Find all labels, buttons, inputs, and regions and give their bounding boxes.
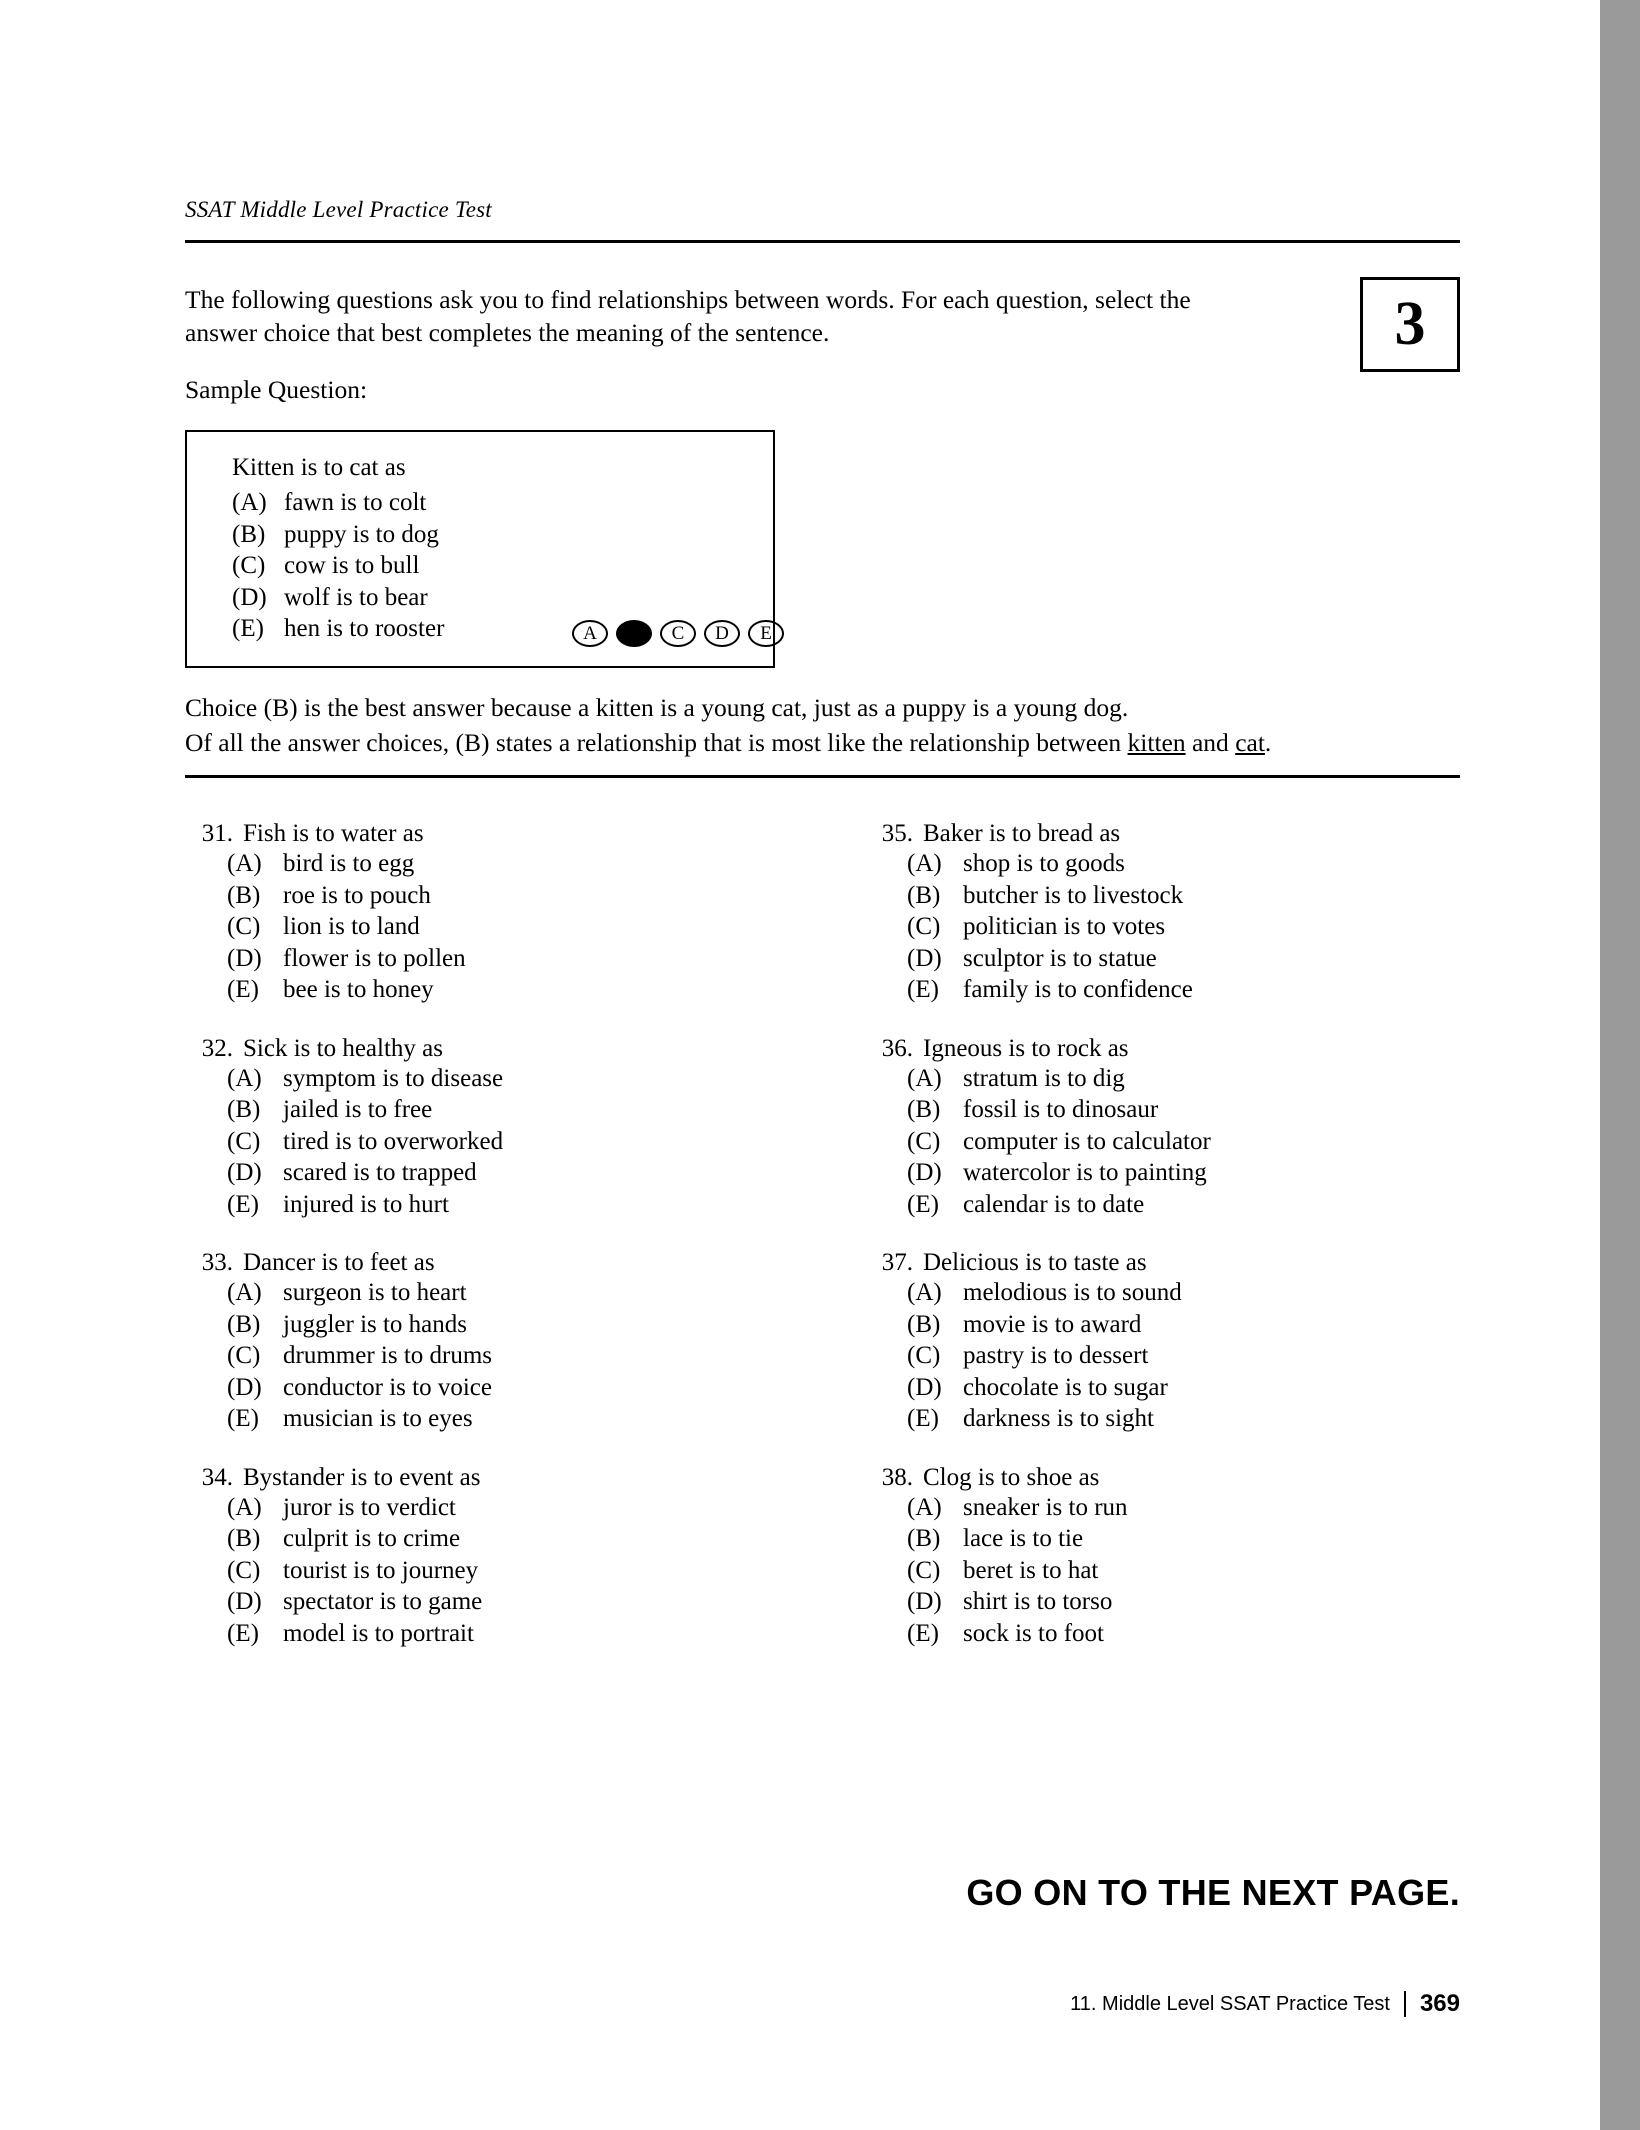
choice-text: culprit is to crime: [283, 1525, 461, 1552]
choice-label: (E): [907, 1405, 939, 1432]
choice-text: lace is to tie: [963, 1525, 1084, 1552]
choice-text: flower is to pollen: [283, 944, 466, 972]
choice-c[interactable]: [907, 1126, 1465, 1158]
answer-bubble-row: [572, 620, 784, 647]
choice-text: fossil is to dinosaur: [963, 1096, 1159, 1123]
question-38: [865, 1464, 1465, 1650]
sample-choice-text: puppy is to dog: [284, 520, 439, 548]
choice-text: watercolor is to painting: [963, 1159, 1207, 1186]
choice-text: sock is to foot: [963, 1619, 1104, 1647]
choice-text: movie is to award: [963, 1310, 1142, 1338]
section-number-box: [1360, 277, 1460, 372]
choice-d[interactable]: [227, 1586, 825, 1618]
go-on-notice: GO ON TO THE NEXT PAGE.: [966, 1872, 1460, 1913]
choice-label: (E): [227, 1619, 259, 1647]
choice-label: (D): [907, 1373, 942, 1401]
question-number: 34.: [201, 1463, 233, 1491]
choice-text: shirt is to torso: [963, 1588, 1113, 1615]
choice-text: surgeon is to heart: [283, 1279, 467, 1306]
choice-label: (D): [227, 944, 262, 972]
sample-choice: [232, 613, 444, 645]
choice-label: (A): [907, 1279, 942, 1306]
choice-label: (C): [227, 1127, 261, 1155]
choice-e[interactable]: [907, 974, 1465, 1006]
sample-choice-label: (C): [232, 552, 266, 579]
choice-label: (C): [227, 1342, 261, 1369]
choice-text: drummer is to drums: [283, 1342, 493, 1369]
sample-choice-text: cow is to bull: [284, 552, 420, 579]
choice-label: (C): [907, 913, 941, 940]
choice-e[interactable]: [227, 1403, 825, 1435]
choice-label: (A): [227, 1493, 262, 1521]
explanation-text-b: and: [1185, 728, 1236, 757]
choice-text: sneaker is to run: [963, 1493, 1128, 1521]
page-number: 369: [1419, 1990, 1460, 2017]
page-edge-bar: [1600, 0, 1640, 2130]
choice-b[interactable]: [227, 880, 825, 912]
choice-text: tourist is to journey: [283, 1556, 479, 1584]
sample-question-box: [185, 430, 775, 668]
question-number: 35.: [881, 820, 913, 847]
section-divider: [185, 775, 1460, 778]
choice-label: (B): [907, 881, 941, 909]
choice-label: (B): [907, 1096, 941, 1123]
question-text: Clog is to shoe as: [923, 1463, 1100, 1491]
choice-text: spectator is to game: [283, 1588, 483, 1615]
explanation-word-cat: cat: [1235, 728, 1265, 757]
question-33: [185, 1249, 825, 1435]
explanation-line-2: [185, 725, 1435, 760]
choice-d[interactable]: [227, 1372, 825, 1404]
choice-b[interactable]: [227, 1094, 825, 1126]
choice-label: (A): [227, 1279, 262, 1306]
choice-label: (B): [227, 1096, 261, 1123]
question-number: 36.: [881, 1034, 913, 1062]
question-stem: [185, 820, 825, 848]
question-text: Sick is to healthy as: [243, 1034, 443, 1062]
question-35: [865, 820, 1465, 1006]
choice-label: (E): [907, 1619, 939, 1647]
choice-b[interactable]: [907, 1309, 1465, 1341]
choice-e[interactable]: [227, 974, 825, 1006]
choice-text: darkness is to sight: [963, 1405, 1154, 1432]
choice-label: (C): [907, 1556, 941, 1584]
choice-text: beret is to hat: [963, 1556, 1099, 1584]
question-text: Baker is to bread as: [923, 820, 1121, 847]
sample-choice: [232, 582, 444, 614]
choice-text: symptom is to disease: [283, 1064, 504, 1092]
choice-e[interactable]: [907, 1189, 1465, 1221]
sample-choice-label: (E): [232, 615, 264, 642]
sample-explanation: [185, 690, 1435, 760]
question-stem: [865, 820, 1465, 848]
question-text: Igneous is to rock as: [923, 1034, 1129, 1062]
question-column-left: [185, 820, 825, 1678]
sample-choice-label: (B): [232, 520, 266, 548]
choice-c[interactable]: [227, 911, 825, 943]
question-number: 31.: [201, 820, 233, 847]
choice-label: (E): [227, 976, 259, 1003]
sample-stem: Kitten is to cat as: [232, 454, 406, 481]
choice-label: (B): [227, 1525, 261, 1552]
choice-text: politician is to votes: [963, 913, 1166, 940]
question-37: [865, 1249, 1465, 1435]
choice-a[interactable]: [227, 1277, 825, 1309]
explanation-text-a: Of all the answer choices, (B) states a relationship that is most like the relationship between: [185, 728, 1128, 757]
choice-d[interactable]: [907, 1157, 1465, 1189]
choice-label: (B): [227, 881, 261, 909]
choice-b[interactable]: [907, 1523, 1465, 1555]
choice-text: scared is to trapped: [283, 1159, 477, 1186]
choice-text: musician is to eyes: [283, 1405, 473, 1432]
choice-d[interactable]: [227, 1157, 825, 1189]
choice-text: conductor is to voice: [283, 1373, 492, 1401]
choice-text: bird is to egg: [283, 850, 415, 877]
choice-text: calendar is to date: [963, 1190, 1145, 1218]
choice-text: juggler is to hands: [283, 1310, 468, 1338]
choice-c[interactable]: [227, 1340, 825, 1372]
choice-label: (D): [227, 1373, 262, 1401]
choice-text: jailed is to free: [283, 1096, 433, 1123]
choice-a[interactable]: [907, 848, 1465, 880]
choice-label: (D): [907, 944, 942, 972]
question-stem: [865, 1464, 1465, 1492]
answer-bubble-b[interactable]: [616, 620, 652, 647]
choice-a[interactable]: [227, 1492, 825, 1524]
choice-label: (E): [907, 976, 939, 1003]
question-number: 33.: [201, 1249, 233, 1276]
choice-b[interactable]: [227, 1523, 825, 1555]
question-text: Dancer is to feet as: [243, 1249, 435, 1276]
choice-text: roe is to pouch: [283, 881, 431, 909]
choice-e[interactable]: [227, 1189, 825, 1221]
choice-label: (A): [907, 1493, 942, 1521]
choice-text: injured is to hurt: [283, 1190, 449, 1218]
choice-text: lion is to land: [283, 913, 420, 940]
answer-bubble-c[interactable]: C: [660, 620, 696, 647]
sample-choice-label: (A): [232, 489, 267, 516]
question-stem: [865, 1035, 1465, 1063]
question-stem: [185, 1249, 825, 1277]
sample-choice-text: wolf is to bear: [284, 583, 428, 611]
choice-label: (A): [907, 1064, 942, 1092]
question-32: [185, 1035, 825, 1221]
choice-b[interactable]: [907, 1094, 1465, 1126]
page-content: [185, 0, 1465, 2130]
header-divider: [185, 240, 1460, 243]
sample-choice-label: (D): [232, 583, 267, 611]
question-stem: [865, 1249, 1465, 1277]
choice-b[interactable]: [907, 880, 1465, 912]
choice-label: (A): [227, 850, 262, 877]
choice-text: computer is to calculator: [963, 1127, 1211, 1155]
question-number: 32.: [201, 1034, 233, 1062]
explanation-text-c: .: [1264, 728, 1272, 757]
choice-label: (C): [227, 913, 261, 940]
sample-choice-list: [232, 487, 444, 645]
question-34: [185, 1464, 825, 1650]
choice-label: (E): [907, 1190, 939, 1218]
choice-a[interactable]: [227, 1063, 825, 1095]
choice-label: (C): [227, 1556, 261, 1584]
sample-choice: [232, 519, 444, 551]
choice-text: butcher is to livestock: [963, 881, 1184, 909]
sample-choice-text: hen is to rooster: [284, 615, 445, 642]
choice-c[interactable]: [907, 911, 1465, 943]
choice-text: shop is to goods: [963, 850, 1125, 877]
choice-c[interactable]: [227, 1126, 825, 1158]
sample-choice-text: fawn is to colt: [284, 489, 427, 516]
choice-a[interactable]: [907, 1063, 1465, 1095]
choice-d[interactable]: [907, 1372, 1465, 1404]
choice-e[interactable]: [907, 1618, 1465, 1650]
footer-text: 11. Middle Level SSAT Practice Test: [1070, 1992, 1390, 2015]
question-column-right: [865, 820, 1465, 1678]
choice-a[interactable]: [907, 1277, 1465, 1309]
choice-label: (B): [907, 1525, 941, 1552]
choice-label: (D): [227, 1159, 262, 1186]
choice-d[interactable]: [227, 943, 825, 975]
choice-c[interactable]: [907, 1340, 1465, 1372]
answer-bubble-a[interactable]: A: [572, 620, 608, 647]
choice-label: (E): [227, 1190, 259, 1218]
question-text: Fish is to water as: [243, 820, 424, 847]
choice-label: (C): [907, 1127, 941, 1155]
answer-bubble-d[interactable]: D: [704, 620, 740, 647]
choice-e[interactable]: [227, 1618, 825, 1650]
choice-text: pastry is to dessert: [963, 1342, 1149, 1369]
choice-text: family is to confidence: [963, 976, 1193, 1003]
choice-a[interactable]: [227, 848, 825, 880]
choice-d[interactable]: [907, 1586, 1465, 1618]
sample-question-label: Sample Question:: [185, 375, 368, 404]
explanation-word-kitten: kitten: [1127, 728, 1186, 757]
question-stem: [185, 1035, 825, 1063]
choice-text: bee is to honey: [283, 976, 434, 1003]
choice-label: (B): [907, 1310, 941, 1338]
choice-label: (B): [227, 1310, 261, 1338]
choice-text: melodious is to sound: [963, 1279, 1182, 1306]
choice-c[interactable]: [227, 1555, 825, 1587]
sample-choice: [232, 550, 444, 582]
question-text: Bystander is to event as: [243, 1463, 481, 1491]
choice-label: (D): [907, 1159, 942, 1186]
choice-text: model is to portrait: [283, 1619, 474, 1647]
running-head: SSAT Middle Level Practice Test: [185, 197, 492, 222]
choice-text: juror is to verdict: [283, 1493, 456, 1521]
choice-label: (E): [227, 1405, 259, 1432]
section-instructions: The following questions ask you to find relationships between words. For each question, select the answer choice that best completes the meaning of the sentence.: [185, 285, 1191, 347]
sample-choice: [232, 487, 444, 519]
choice-text: stratum is to dig: [963, 1064, 1125, 1092]
question-stem: [185, 1464, 825, 1492]
question-number: 38.: [881, 1463, 913, 1491]
choice-d[interactable]: [907, 943, 1465, 975]
question-text: Delicious is to taste as: [923, 1249, 1147, 1276]
choice-c[interactable]: [907, 1555, 1465, 1587]
choice-text: sculptor is to statue: [963, 944, 1157, 972]
page-footer: [1070, 1990, 1460, 2018]
choice-b[interactable]: [227, 1309, 825, 1341]
explanation-line-1: Choice (B) is the best answer because a kitten is a young cat, just as a puppy is a young dog.: [185, 693, 1129, 722]
choice-label: (C): [907, 1342, 941, 1369]
choice-text: chocolate is to sugar: [963, 1373, 1168, 1401]
choice-label: (D): [227, 1588, 262, 1615]
choice-label: (A): [907, 850, 942, 877]
choice-a[interactable]: [907, 1492, 1465, 1524]
choice-label: (A): [227, 1064, 262, 1092]
choice-label: (D): [907, 1588, 942, 1615]
question-36: [865, 1035, 1465, 1221]
choice-e[interactable]: [907, 1403, 1465, 1435]
answer-bubble-e[interactable]: E: [748, 620, 784, 647]
choice-text: tired is to overworked: [283, 1127, 504, 1155]
question-number: 37.: [881, 1249, 913, 1276]
question-31: [185, 820, 825, 1006]
section-number: 3: [1394, 289, 1426, 358]
footer-divider: [1404, 1991, 1406, 2017]
